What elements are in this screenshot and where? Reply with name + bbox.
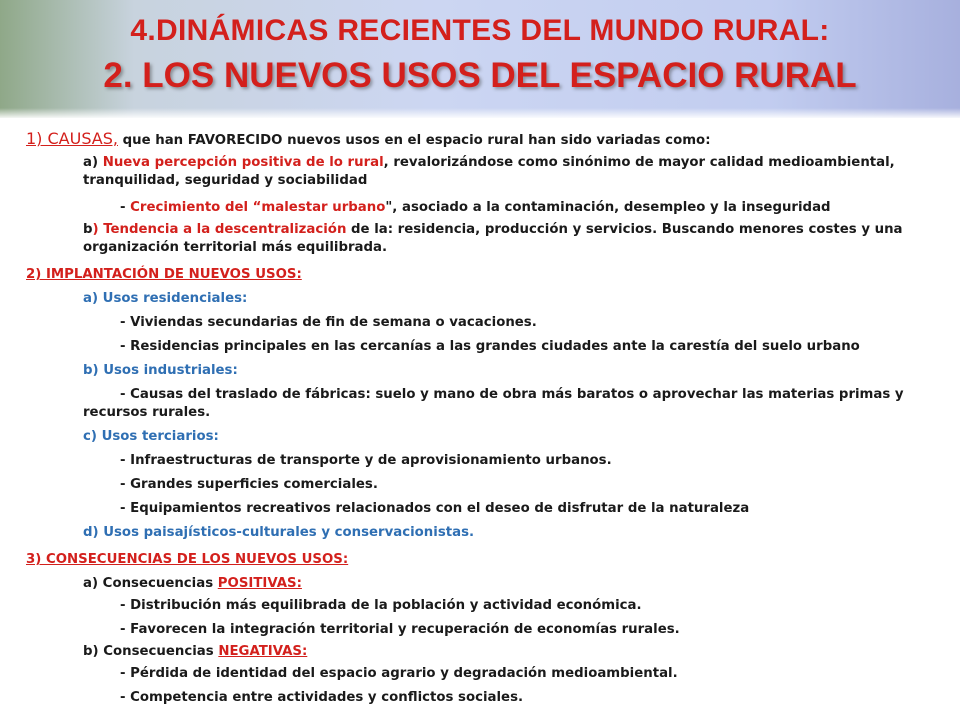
- consecuencias-a-item-2: - Favorecen la integración territorial y recuperación de economías rurales.: [120, 622, 680, 637]
- implantacion-c-item-2: - Grandes superficies comerciales.: [120, 477, 378, 492]
- implantacion-d-label: d) Usos paisajísticos-culturales y conservacionistas.: [83, 525, 475, 540]
- implantacion-c-item-3: - Equipamientos recreativos relacionados con el deseo de disfrutar de la naturaleza: [120, 501, 750, 516]
- implantacion-heading-text: 2) IMPLANTACIÓN DE NUEVOS USOS:: [26, 267, 302, 282]
- implantacion-c-item-1: - Infraestructuras de transporte y de aprovisionamiento urbanos.: [120, 453, 612, 468]
- consecuencias-a-highlight: POSITIVAS:: [217, 576, 302, 591]
- implantacion-c-label: c) Usos terciarios:: [83, 429, 219, 444]
- implantacion-heading: [26, 266, 946, 284]
- consecuencias-heading-text: 3) CONSECUENCIAS DE LOS NUEVOS USOS:: [26, 552, 349, 567]
- causas-intro: que han FAVORECIDO nuevos usos en el espacio rural han sido variadas como:: [117, 133, 711, 148]
- causas-sub-prefix: -: [120, 200, 131, 215]
- implantacion-b-label: b) Usos industriales:: [83, 363, 238, 378]
- consecuencias-heading: [26, 551, 946, 569]
- causas-a-prefix: a): [83, 155, 103, 170]
- consecuencias-b-highlight: NEGATIVAS:: [218, 644, 308, 659]
- causas-heading: 1) CAUSAS,: [26, 129, 118, 148]
- causas-b-prefix: b: [83, 222, 93, 237]
- implantacion-a-item-2: - Residencias principales en las cercanías a las grandes ciudades ante la carestía del suelo urbano: [120, 339, 860, 354]
- causas-b-rest: de la: residencia, producción y servicios. Buscando menores costes y una: [346, 222, 903, 237]
- causas-item-b-cont: organización territorial más equilibrada.: [83, 240, 388, 255]
- causas-heading-line: [26, 130, 946, 150]
- title-line-2: 2. LOS NUEVOS USOS DEL ESPACIO RURAL: [103, 56, 857, 95]
- causas-a-highlight: Nueva percepción positiva de lo rural: [102, 155, 384, 170]
- title-line-1: 4.DINÁMICAS RECIENTES DEL MUNDO RURAL:: [130, 14, 830, 47]
- implantacion-b-item-cont: recursos rurales.: [83, 405, 211, 420]
- causas-a-rest: , revalorizándose como sinónimo de mayor calidad medioambiental,: [383, 155, 895, 170]
- title-banner: [0, 0, 960, 118]
- causas-item-a: [83, 154, 946, 172]
- consecuencias-b-prefix: b) Consecuencias: [83, 644, 219, 659]
- consecuencias-b-item-2: - Competencia entre actividades y conflictos sociales.: [120, 690, 524, 705]
- implantacion-a-label: a) Usos residenciales:: [83, 291, 248, 306]
- consecuencias-a-prefix: a) Consecuencias: [83, 576, 218, 591]
- implantacion-b-item: - Causas del traslado de fábricas: suelo y mano de obra más baratos o aprovechar las materias primas y: [120, 387, 904, 402]
- consecuencias-b: [83, 643, 946, 661]
- causas-item-a-cont: tranquilidad, seguridad y sociabilidad: [83, 173, 368, 188]
- causas-b-highlight: ) Tendencia a la descentralización: [92, 222, 347, 237]
- consecuencias-b-item-1: - Pérdida de identidad del espacio agrario y degradación medioambiental.: [120, 666, 678, 681]
- consecuencias-a: [83, 575, 946, 593]
- causas-subitem: [120, 199, 946, 217]
- consecuencias-a-item-1: - Distribución más equilibrada de la población y actividad económica.: [120, 598, 642, 613]
- causas-sub-highlight: Crecimiento del “malestar urbano: [130, 200, 386, 215]
- slide-body: [26, 130, 946, 707]
- causas-sub-rest: ", asociado a la contaminación, desempleo y la inseguridad: [385, 200, 831, 215]
- implantacion-a-item-1: - Viviendas secundarias de fin de semana o vacaciones.: [120, 315, 537, 330]
- causas-item-b: [83, 221, 946, 239]
